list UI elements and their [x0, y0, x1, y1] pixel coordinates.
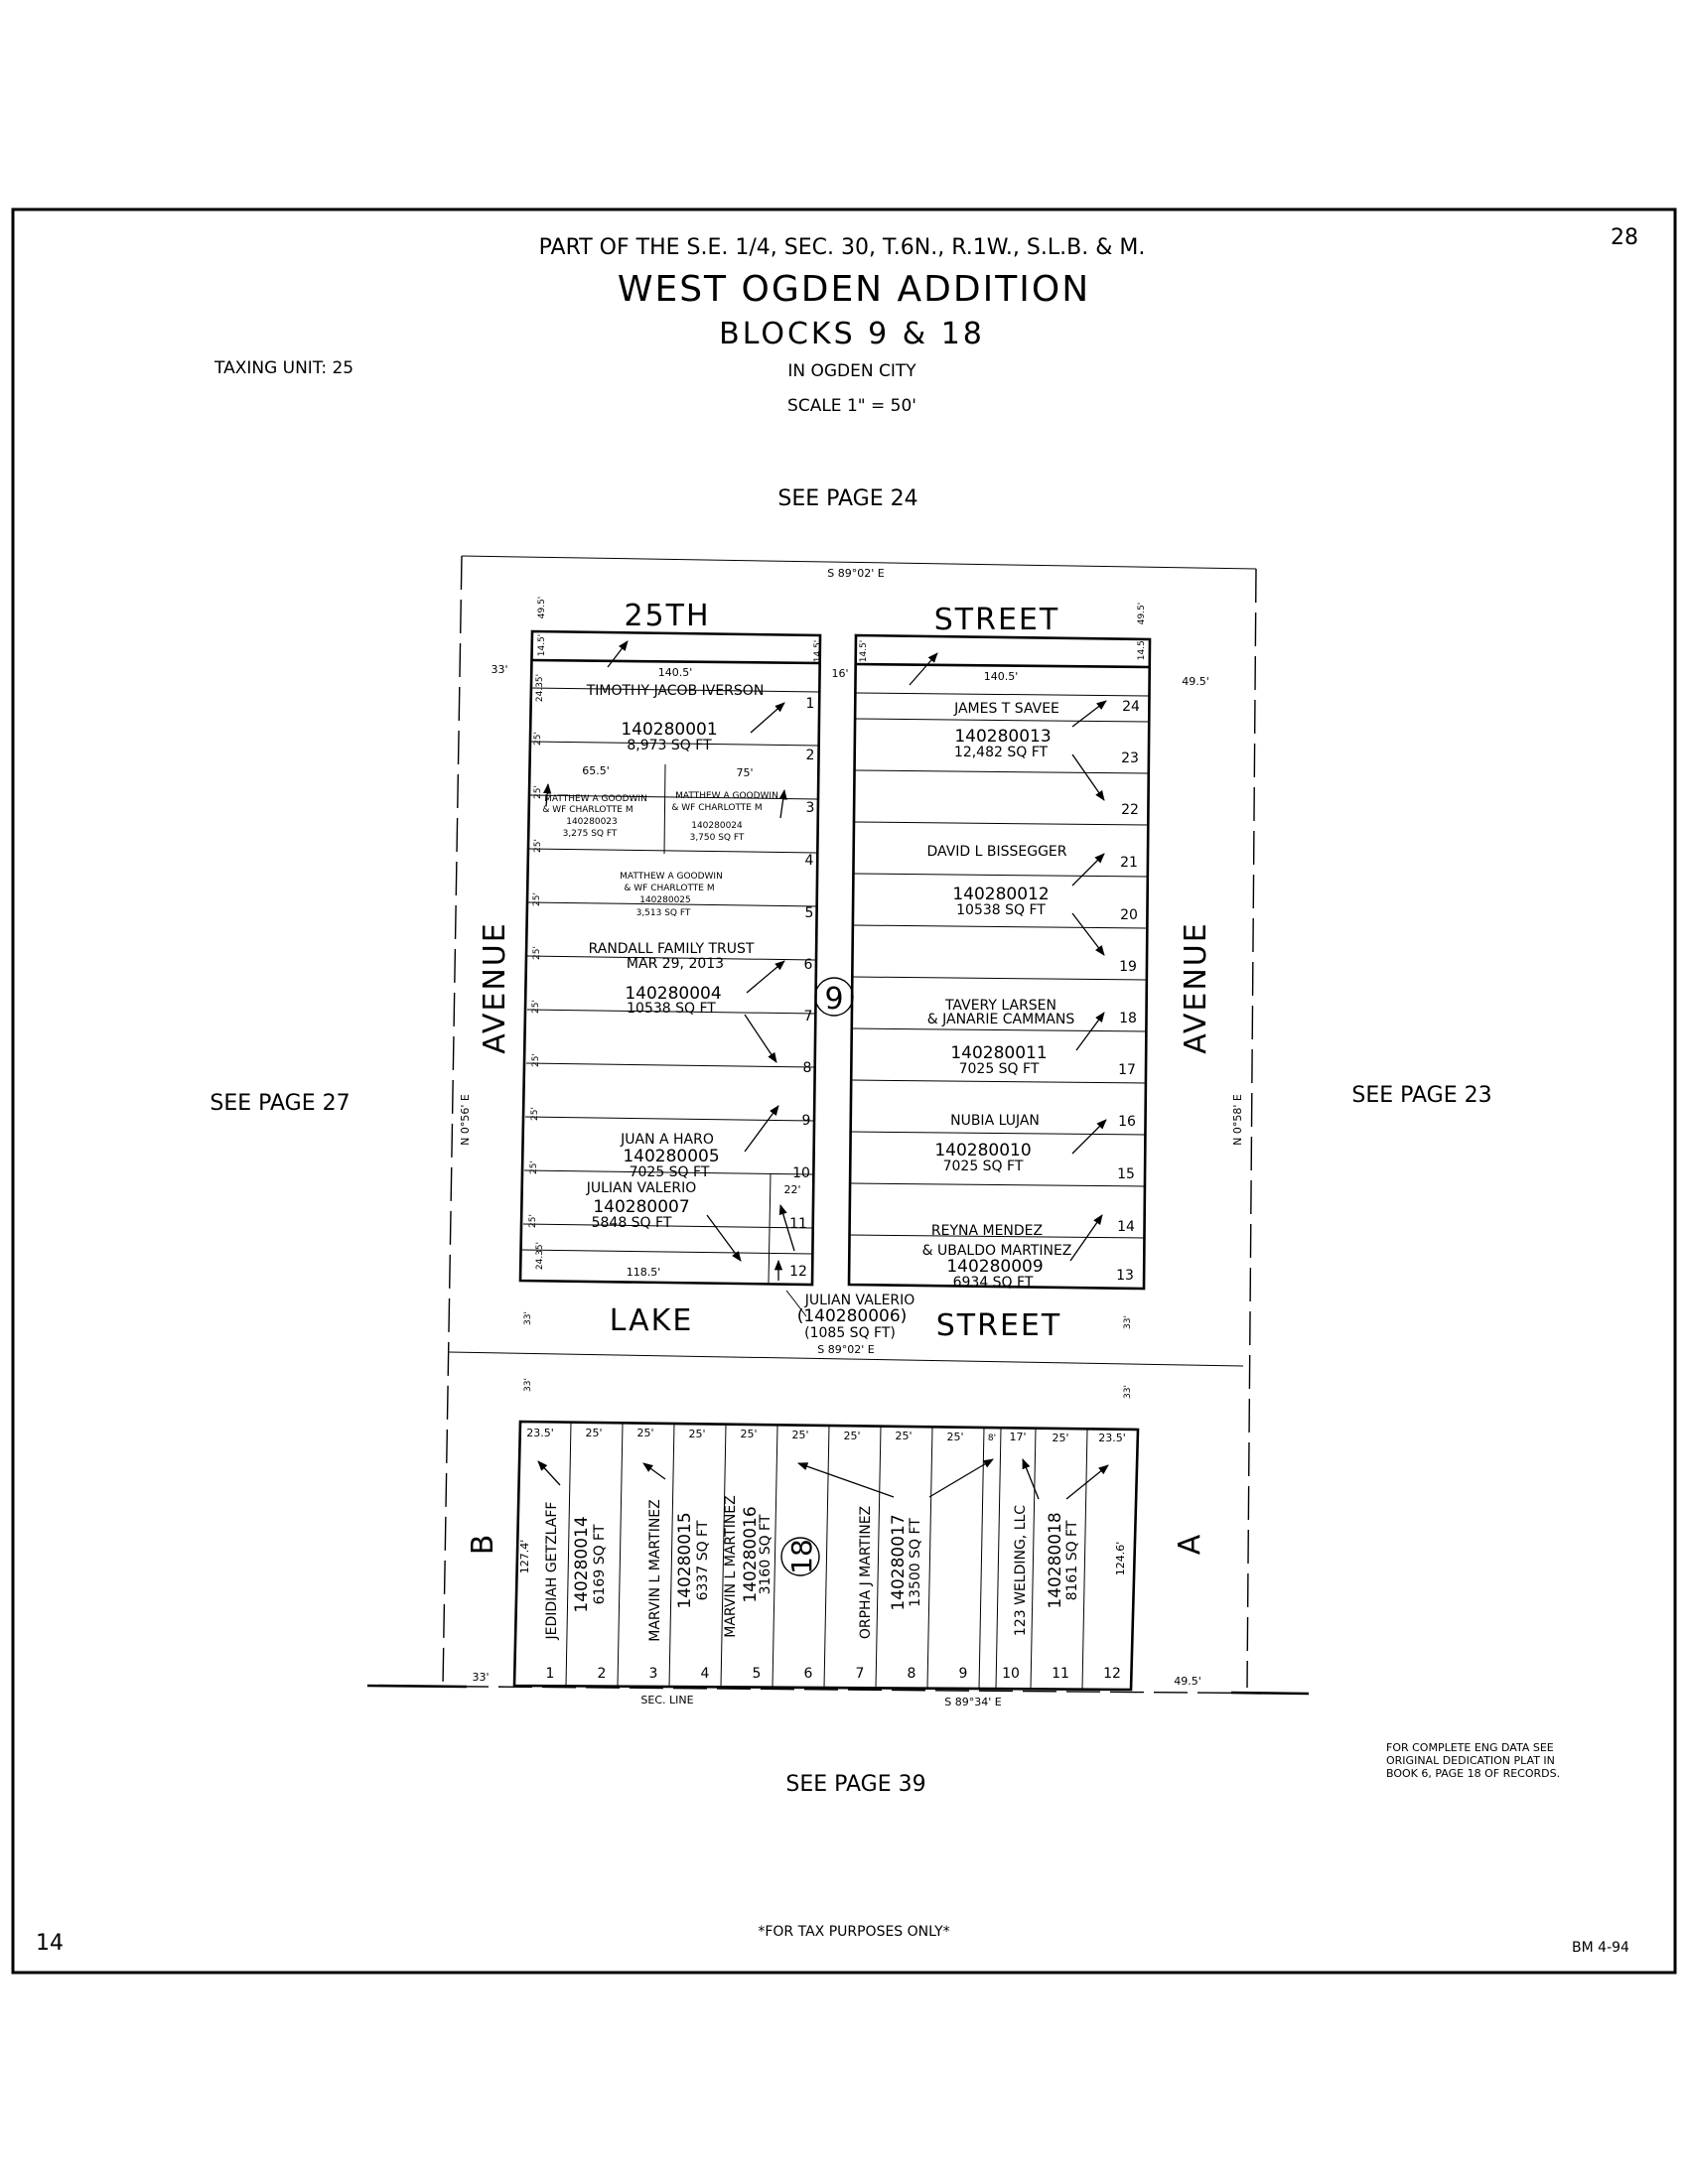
block-number-9: 9: [824, 982, 844, 1017]
dim: 65.5': [582, 764, 610, 777]
lot-number: 11: [789, 1216, 807, 1232]
dim: 25': [585, 1427, 603, 1439]
parcel-area: 10538 SQ FT: [627, 1001, 716, 1017]
parcel-area: 6169 SQ FT: [592, 1524, 608, 1605]
lot-number: 20: [1120, 907, 1138, 923]
owner-name: NUBIA LUJAN: [950, 1113, 1040, 1129]
lot-number: 3: [805, 800, 815, 816]
dim: 25': [533, 785, 543, 799]
dim: 25': [528, 1214, 538, 1228]
parcel-id: 140280009: [946, 1257, 1044, 1277]
dim: 24.35': [535, 1241, 545, 1271]
parcel-id: 140280024: [691, 821, 743, 831]
see-page-bottom: SEE PAGE 39: [785, 1772, 926, 1797]
parcel-area: 7025 SQ FT: [958, 1061, 1040, 1077]
parcel-area: 8161 SQ FT: [1064, 1520, 1080, 1601]
parcel-id: 140280013: [954, 727, 1052, 747]
lot-number: 17: [1118, 1062, 1136, 1078]
parcel-area: 13500 SQ FT: [908, 1518, 923, 1607]
see-page-top: SEE PAGE 24: [777, 486, 918, 511]
owner-name: DAVID L BISSEGGER: [926, 844, 1067, 860]
dim: 49.5': [1137, 602, 1147, 625]
parcel-140280016[interactable]: [723, 1495, 774, 1637]
lot-number: 15: [1117, 1166, 1135, 1182]
city-label: IN OGDEN CITY: [787, 361, 916, 381]
parcel-area: 3,750 SQ FT: [689, 833, 745, 843]
dim: 25': [740, 1428, 758, 1440]
section-line: SEC. LINE: [640, 1694, 694, 1706]
street-25th: 25TH: [624, 599, 711, 633]
owner-name: JULIAN VALERIO: [586, 1180, 697, 1196]
lot-number: 2: [597, 1666, 607, 1682]
parcel-id: 140280011: [950, 1043, 1048, 1063]
street-lake: LAKE: [609, 1303, 694, 1338]
bearing-south: S 89°34' E: [944, 1696, 1002, 1708]
owner-name: RANDALL FAMILY TRUST: [588, 941, 755, 957]
dim: 25': [895, 1430, 913, 1442]
dim: 33': [491, 663, 508, 676]
parcel-id: 140280005: [623, 1147, 720, 1166]
dim: 49.5': [537, 596, 547, 619]
eng-note-line: FOR COMPLETE ENG DATA SEE: [1386, 1741, 1554, 1754]
parcel-area: 6934 SQ FT: [952, 1275, 1034, 1291]
lot-number: 12: [789, 1264, 807, 1280]
lot-number: 13: [1116, 1268, 1134, 1284]
bearing-east: N 0°58' E: [1231, 1094, 1244, 1146]
owner-name: TIMOTHY JACOB IVERSON: [586, 683, 765, 699]
lot-number: 8: [802, 1060, 812, 1076]
owner-name: MATTHEW A GOODWIN: [675, 791, 778, 801]
lot-number: 4: [700, 1666, 710, 1682]
see-page-right: SEE PAGE 23: [1351, 1083, 1492, 1108]
parcel-id: 140280016: [741, 1506, 761, 1603]
lot-number: 6: [803, 957, 813, 973]
owner-name: & UBALDO MARTINEZ: [921, 1243, 1072, 1259]
dim: 49.5': [1174, 1675, 1201, 1688]
bearing-west: N 0°56' E: [459, 1094, 472, 1146]
dim: 140.5': [657, 666, 693, 679]
lot-number: 7: [803, 1009, 813, 1024]
dim: 24.35': [535, 673, 545, 703]
lot-number: 9: [958, 1666, 968, 1682]
parcel-140280001[interactable]: [586, 641, 784, 753]
avenue-a: A: [1173, 1532, 1207, 1556]
lot-number: 5: [752, 1666, 762, 1682]
lot-number: 24: [1122, 699, 1140, 715]
lot-number: 7: [855, 1666, 865, 1682]
parcel-area: 3,275 SQ FT: [562, 829, 618, 839]
parcel-140280024[interactable]: [671, 790, 784, 843]
lot-number: 10: [792, 1165, 810, 1181]
location-description: PART OF THE S.E. 1/4, SEC. 30, T.6N., R.1W., S.L.B. & M.: [538, 235, 1146, 260]
owner-name: JUAN A HARO: [621, 1132, 714, 1148]
dim: 124.6': [1114, 1541, 1127, 1576]
dim: 25': [843, 1430, 861, 1442]
lot-number: 23: [1121, 751, 1139, 766]
lot-number: 18: [1119, 1011, 1137, 1026]
lot-number: 8: [907, 1666, 916, 1682]
dim: 75': [736, 766, 754, 779]
parcel-id: 140280004: [625, 984, 722, 1004]
owner-date: MAR 29, 2013: [626, 956, 725, 972]
parcel-id: 140280001: [621, 720, 718, 740]
avenue-west: AVENUE: [478, 921, 512, 1054]
parcel-140280012[interactable]: [926, 844, 1104, 955]
lot-number: 21: [1120, 855, 1138, 871]
lot-number: 12: [1103, 1666, 1121, 1682]
owner-name: JULIAN VALERIO: [804, 1293, 915, 1308]
dim: 25': [531, 1000, 541, 1014]
dim: 25': [532, 946, 542, 960]
parcel-140280015[interactable]: [643, 1463, 711, 1642]
lot-number: 10: [1002, 1666, 1020, 1682]
blocks-label: BLOCKS 9 & 18: [719, 317, 985, 351]
lot-number: 5: [804, 905, 814, 921]
dim: 25': [533, 839, 543, 853]
lot-number: 3: [648, 1666, 658, 1682]
dim: 17': [1009, 1431, 1027, 1443]
owner-name: MARVIN L MARTINEZ: [723, 1495, 739, 1638]
owner-name: REYNA MENDEZ: [930, 1223, 1044, 1239]
revision-label: BM 4-94: [1572, 1940, 1629, 1956]
dim: 118.5': [626, 1266, 661, 1279]
lot-number: 4: [804, 853, 814, 869]
owner-name: & WF CHARLOTTE M: [542, 805, 633, 815]
eng-note-line: BOOK 6, PAGE 18 OF RECORDS.: [1386, 1767, 1561, 1780]
parcel-area: 7025 SQ FT: [629, 1164, 710, 1180]
tax-note: *FOR TAX PURPOSES ONLY*: [758, 1924, 950, 1940]
lot-number: 14: [1117, 1219, 1135, 1235]
parcel-id: 140280007: [593, 1197, 690, 1217]
lot-number: 6: [803, 1666, 813, 1682]
dim: 33': [523, 1311, 533, 1325]
lot-number: 1: [805, 696, 815, 712]
see-page-left: SEE PAGE 27: [210, 1091, 351, 1116]
dim: 16': [831, 667, 849, 680]
dim: 33': [1123, 1315, 1133, 1329]
dim: 140.5': [983, 670, 1019, 683]
dim: 25': [532, 892, 542, 906]
owner-name: MATTHEW A GOODWIN: [620, 872, 723, 882]
dim: 22': [783, 1183, 801, 1196]
engineering-note: [1386, 1741, 1560, 1780]
parcel-id: 140280018: [1046, 1512, 1065, 1609]
parcel-area: 7025 SQ FT: [942, 1159, 1024, 1174]
dim: 25': [530, 1107, 540, 1121]
right-of-way-boundary: [367, 556, 1309, 1694]
dim: 8': [987, 1433, 997, 1443]
dim: 14.5': [859, 639, 869, 663]
lot-number: 22: [1121, 802, 1139, 818]
parcel-area: (1085 SQ FT): [804, 1325, 896, 1341]
plat-title: WEST OGDEN ADDITION: [617, 269, 1091, 310]
parcel-id: (140280006): [796, 1306, 908, 1326]
parcel-140280005[interactable]: [620, 1106, 778, 1180]
dim: 14.5': [537, 633, 547, 657]
dim: 14.5': [813, 639, 823, 663]
dim: 33': [1123, 1385, 1133, 1399]
parcel-140280018[interactable]: [1013, 1459, 1108, 1636]
parcel-140280007[interactable]: [586, 1180, 794, 1261]
parcel-id: 140280023: [566, 817, 618, 827]
parcel-id: 140280017: [889, 1514, 909, 1611]
parcel-140280023[interactable]: [542, 784, 646, 839]
parcel-140280010[interactable]: [934, 1113, 1106, 1174]
dim: 25': [531, 1053, 541, 1067]
street-label-north: STREET: [933, 603, 1060, 637]
parcel-140280025[interactable]: [620, 872, 723, 918]
parcel-area: 12,482 SQ FT: [953, 745, 1049, 760]
owner-name: 123 WELDING, LLC: [1013, 1504, 1029, 1637]
owner-name: JEDIDIAH GETZLAFF: [544, 1501, 560, 1640]
owner-name: & JANARIE CAMMANS: [926, 1012, 1075, 1027]
lot-number: 11: [1052, 1666, 1069, 1682]
owner-name: MATTHEW A GOODWIN: [544, 794, 647, 804]
parcel-140280011[interactable]: [927, 998, 1104, 1077]
dim: 33': [472, 1671, 490, 1684]
dim: 33': [523, 1378, 533, 1392]
eng-note-line: ORIGINAL DEDICATION PLAT IN: [1386, 1754, 1555, 1767]
owner-name: ORPHA J MARTINEZ: [858, 1505, 874, 1640]
page-number: 28: [1611, 225, 1638, 250]
owner-name: & WF CHARLOTTE M: [671, 803, 763, 813]
avenue-east: AVENUE: [1179, 921, 1213, 1054]
dim: 14.5': [1137, 637, 1147, 661]
dim: 25': [1052, 1432, 1069, 1444]
dim: 49.5': [1182, 675, 1209, 688]
dim: 25': [946, 1431, 964, 1443]
owner-name: TAVERY LARSEN: [944, 998, 1057, 1014]
lot-number: 1: [545, 1666, 555, 1682]
dim: 25': [636, 1427, 654, 1439]
dim: 23.5': [526, 1427, 554, 1439]
lot-number: 2: [805, 748, 815, 763]
block-18: [514, 1422, 1138, 1690]
block-number-18: 18: [785, 1539, 818, 1574]
parcel-area: 3160 SQ FT: [758, 1514, 774, 1595]
parcel-id: 140280014: [572, 1516, 592, 1613]
dim: 25': [791, 1429, 809, 1441]
scale-label: SCALE 1" = 50': [787, 396, 916, 416]
parcel-area: 3,513 SQ FT: [635, 908, 691, 918]
owner-name: JAMES T SAVEE: [954, 701, 1059, 717]
parcel-140280009[interactable]: [922, 1215, 1102, 1291]
owner-name: MARVIN L MARTINEZ: [647, 1499, 663, 1642]
bearing-north: S 89°02' E: [827, 567, 885, 580]
parcel-area: 5848 SQ FT: [591, 1215, 672, 1231]
lot-number: 16: [1118, 1114, 1136, 1130]
owner-name: & WF CHARLOTTE M: [624, 884, 715, 893]
parcel-area: 6337 SQ FT: [695, 1520, 711, 1601]
bearing-lake: S 89°02' E: [817, 1343, 875, 1356]
block-18-lot-numbers: [546, 1666, 1121, 1682]
street-label-south: STREET: [935, 1308, 1062, 1343]
previous-page-number: 14: [36, 1931, 64, 1956]
dim: 25': [533, 732, 543, 746]
dim: 25': [688, 1428, 706, 1440]
parcel-area: 10538 SQ FT: [956, 902, 1046, 918]
parcel-area: 8,973 SQ FT: [627, 738, 712, 753]
dim: 127.4': [518, 1539, 531, 1574]
avenue-b: B: [466, 1532, 500, 1556]
lot-number: 9: [801, 1113, 811, 1129]
parcel-id: 140280010: [934, 1141, 1032, 1160]
lot-number: 19: [1119, 959, 1137, 975]
parcel-140280014[interactable]: [538, 1461, 608, 1641]
taxing-unit: TAXING UNIT: 25: [214, 358, 354, 378]
parcel-id: 140280015: [675, 1512, 695, 1609]
parcel-id: 140280012: [952, 885, 1050, 904]
dim: 23.5': [1098, 1432, 1126, 1444]
dim: 25': [529, 1160, 539, 1174]
parcel-id: 140280025: [639, 895, 691, 905]
